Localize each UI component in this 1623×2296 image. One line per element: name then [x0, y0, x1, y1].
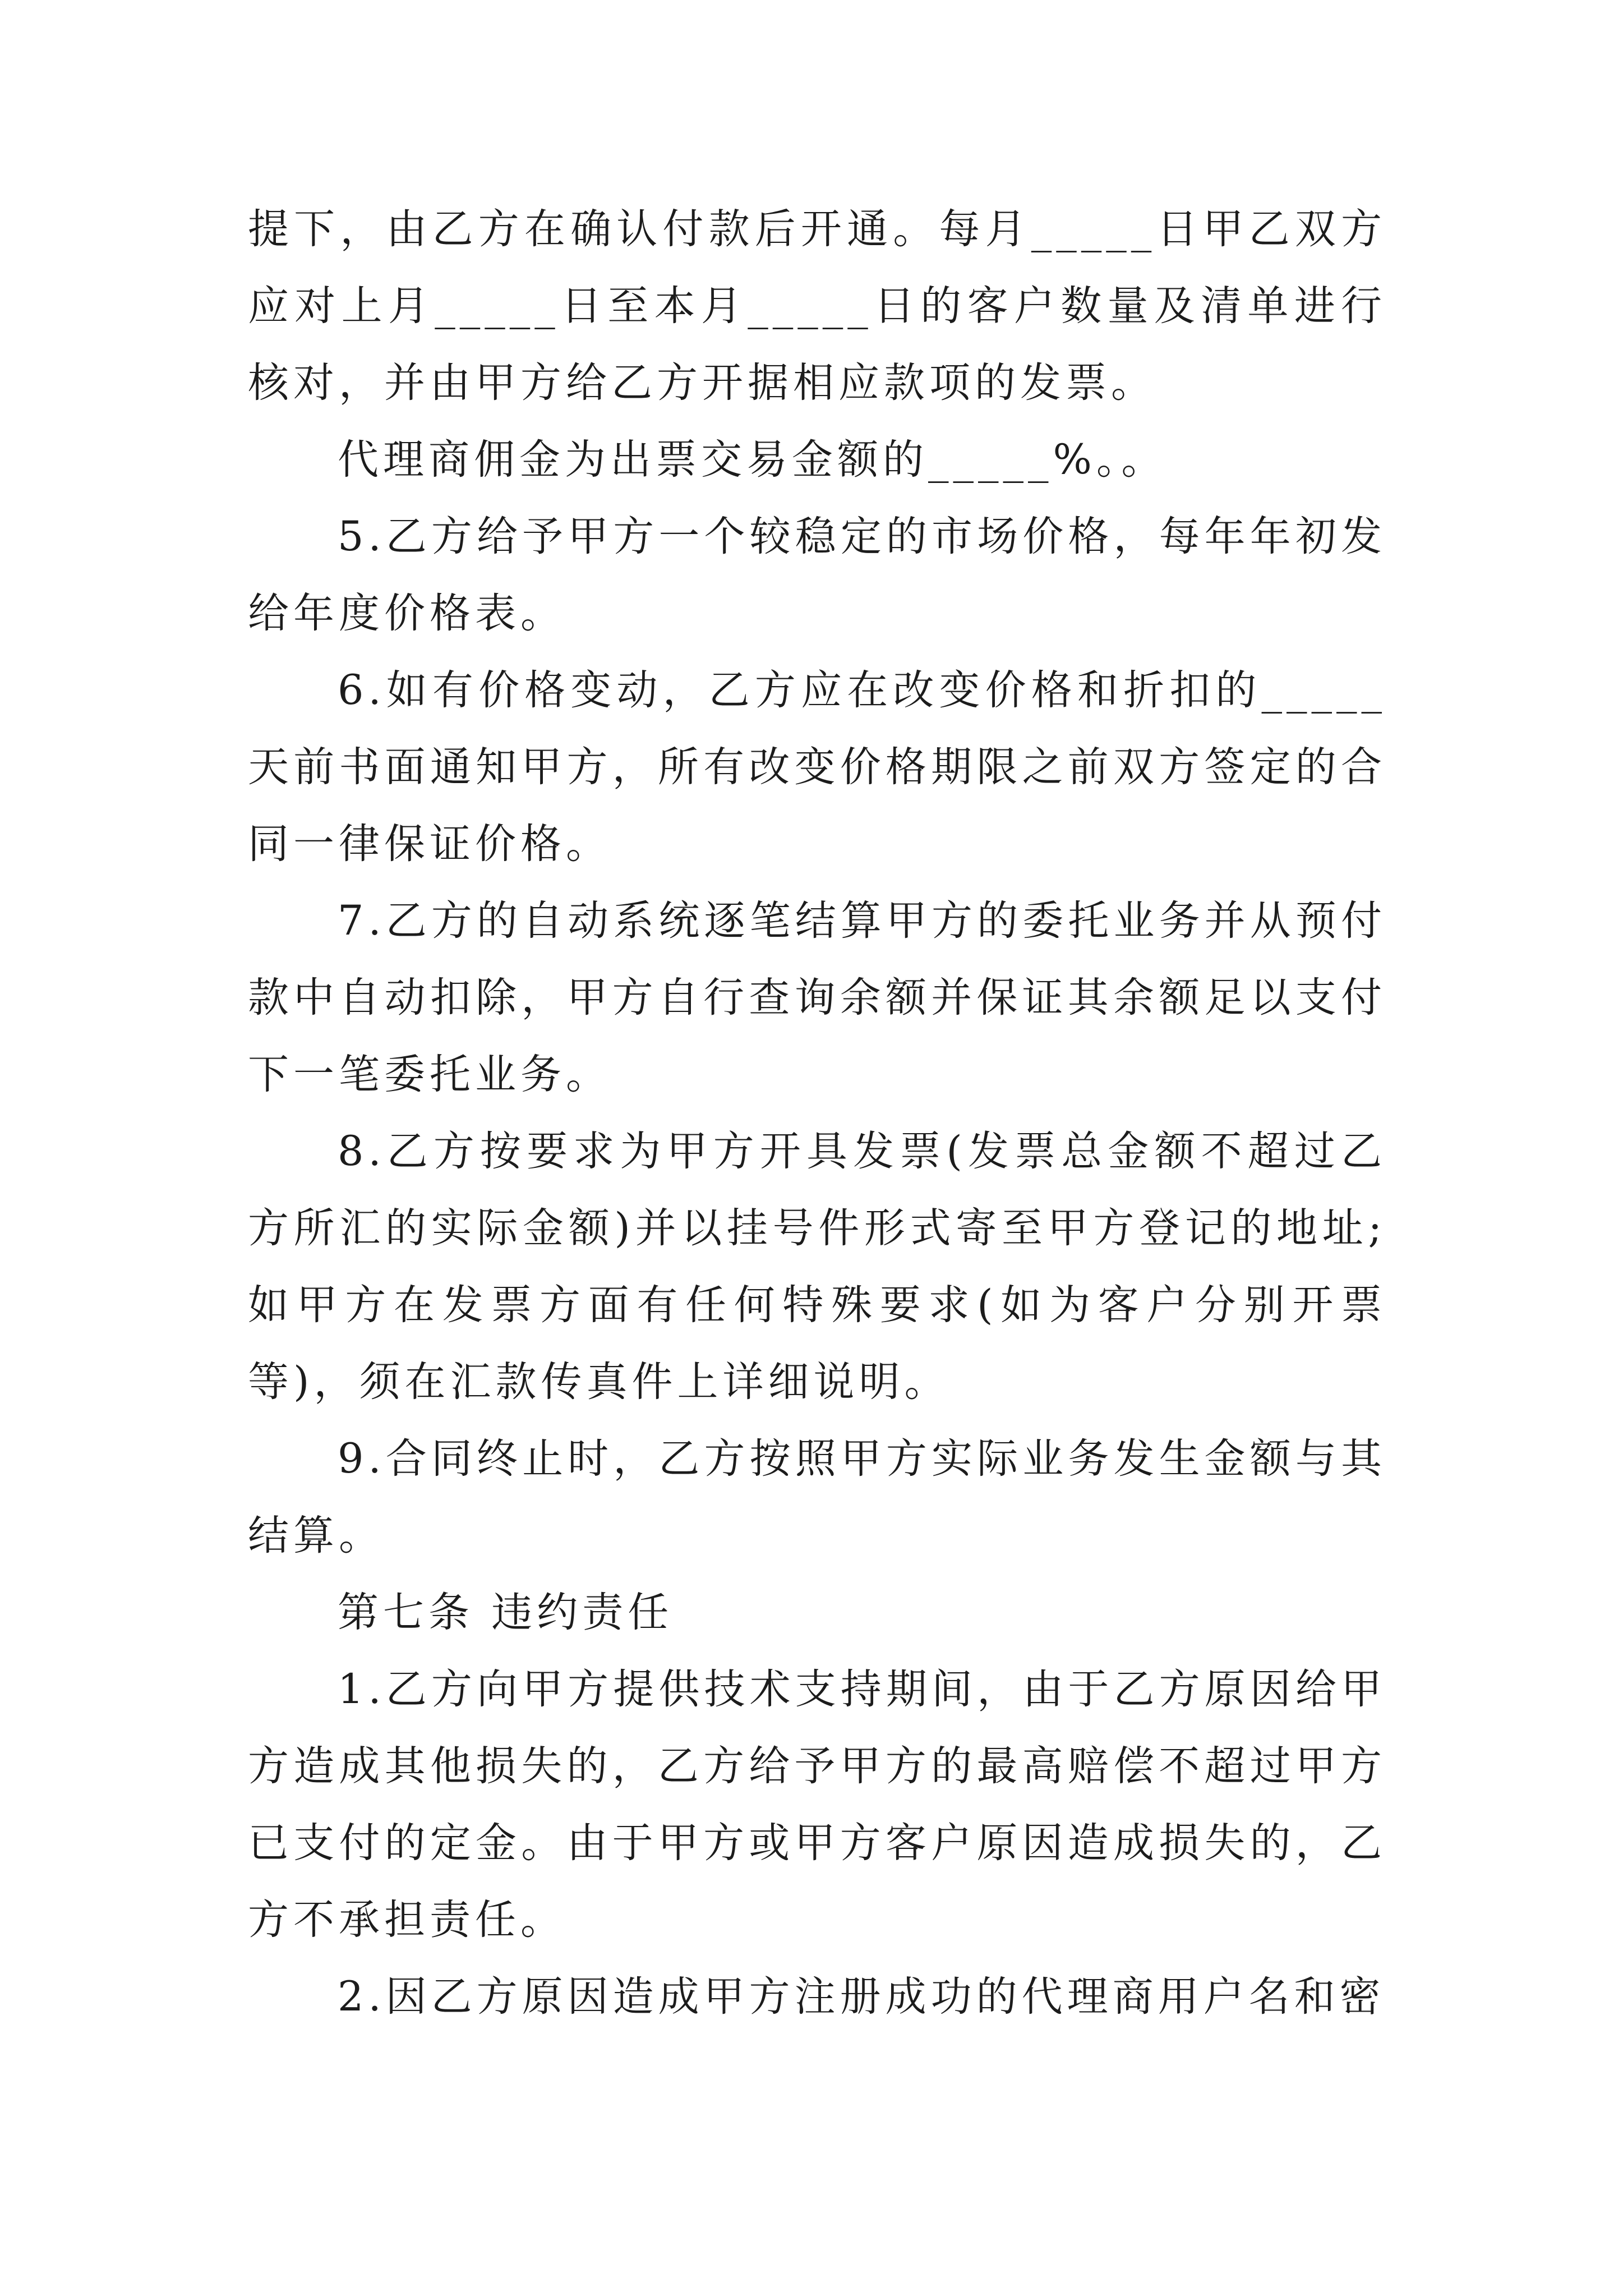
contract-body	[248, 191, 1386, 2035]
paragraph-item-8: 8.乙方按要求为甲方开具发票(发票总金额不超过乙方所汇的实际金额)并以挂号件形式寄至甲方登记的地址;如甲方在发票方面有任何特殊要求(如为客户分别开票等)，须在汇款传真件上详细说明。	[248, 1128, 1386, 1406]
paragraph-commission: 代理商佣金为出票交易金额的_____%。。	[338, 436, 1167, 484]
paragraph-settlement: 提下，由乙方在确认付款后开通。每月_____日甲乙双方应对上月_____日至本月_____日的客户数量及清单进行核对，并由甲方给乙方开据相应款项的发票。	[248, 205, 1386, 407]
paragraph-item-5: 5.乙方给予甲方一个较稳定的市场价格，每年年初发给年度价格表。	[248, 513, 1386, 637]
paragraph-item-7: 7.乙方的自动系统逐笔结算甲方的委托业务并从预付款中自动扣除，甲方自行查询余额并保证其余额足以支付下一笔委托业务。	[248, 897, 1386, 1098]
paragraph-item-9: 9.合同终止时，乙方按照甲方实际业务发生金额与其结算。	[248, 1435, 1386, 1559]
paragraph-liability-2: 2.因乙方原因造成甲方注册成功的代理商用户名和密	[338, 1973, 1385, 2021]
paragraph-item-6: 6.如有价格变动，乙方应在改变价格和折扣的_____天前书面通知甲方，所有改变价格期限之前双方签定的合同一律保证价格。	[248, 666, 1386, 868]
paragraph-liability-1: 1.乙方向甲方提供技术支持期间，由于乙方原因给甲方造成其他损失的，乙方给予甲方的最高赔偿不超过甲方已支付的定金。由于甲方或甲方客户原因造成损失的，乙方不承担责任。	[248, 1665, 1386, 1944]
section-heading-article-7: 第七条 违约责任	[338, 1589, 674, 1636]
